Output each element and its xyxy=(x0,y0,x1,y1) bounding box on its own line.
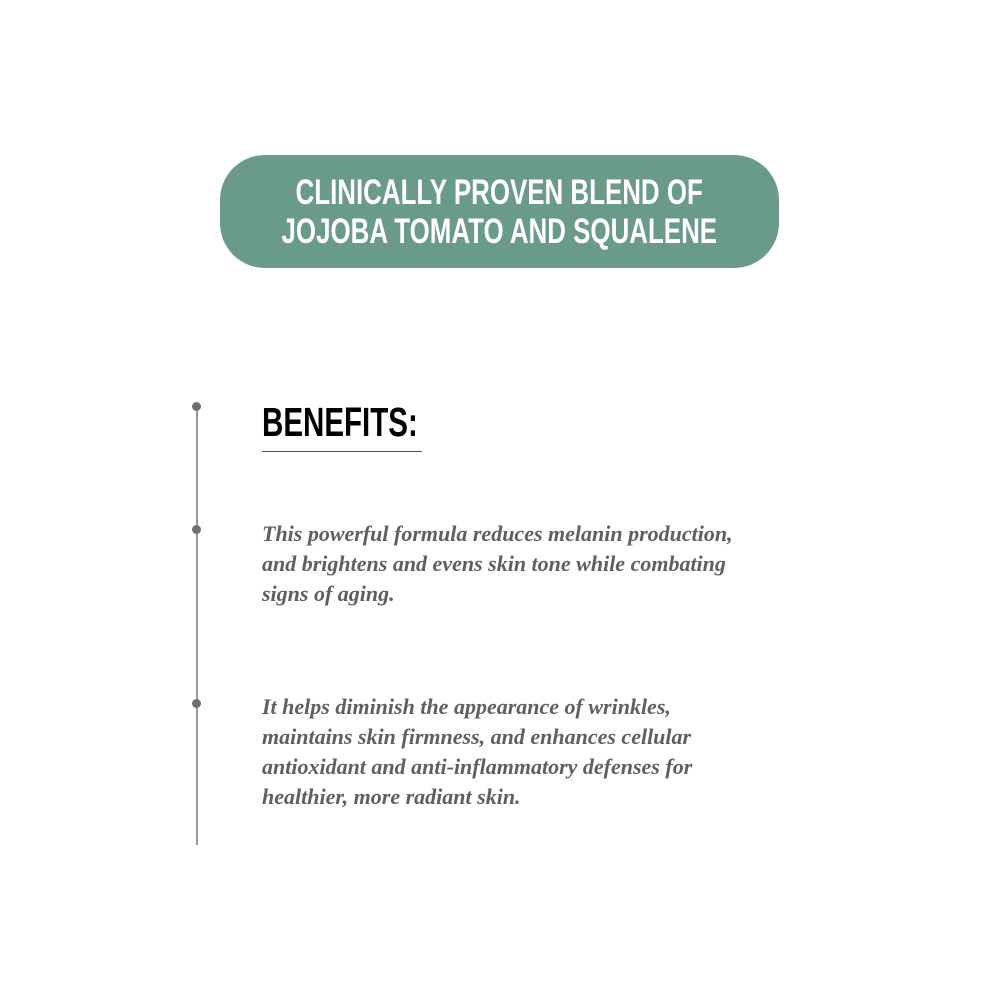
benefit-1-line-3: signs of aging. xyxy=(262,581,395,606)
timeline-dot-benefit-2 xyxy=(192,699,201,708)
benefit-2-line-2: maintains skin firmness, and enhances cellular xyxy=(262,724,692,749)
benefit-1-line-1: This powerful formula reduces melanin production, xyxy=(262,521,733,546)
timeline-line xyxy=(196,407,198,845)
benefit-1-line-2: and brightens and evens skin tone while combating xyxy=(262,551,726,576)
benefit-item-2 xyxy=(262,692,822,812)
benefit-2-line-1: It helps diminish the appearance of wrinkles, xyxy=(262,694,671,719)
headline-banner xyxy=(220,155,779,268)
heading-underline xyxy=(262,451,422,452)
benefit-2-line-4: healthier, more radiant skin. xyxy=(262,784,521,809)
timeline-dot-heading xyxy=(192,402,201,411)
benefits-heading: BENEFITS: xyxy=(262,399,418,445)
timeline-dot-benefit-1 xyxy=(192,525,201,534)
benefit-item-1 xyxy=(262,519,822,609)
banner-line-1: CLINICALLY PROVEN BLEND OF xyxy=(295,172,704,212)
benefit-2-line-3: antioxidant and anti-inflammatory defenses for xyxy=(262,754,693,779)
banner-line-2: JOJOBA TOMATO AND SQUALENE xyxy=(281,211,718,251)
